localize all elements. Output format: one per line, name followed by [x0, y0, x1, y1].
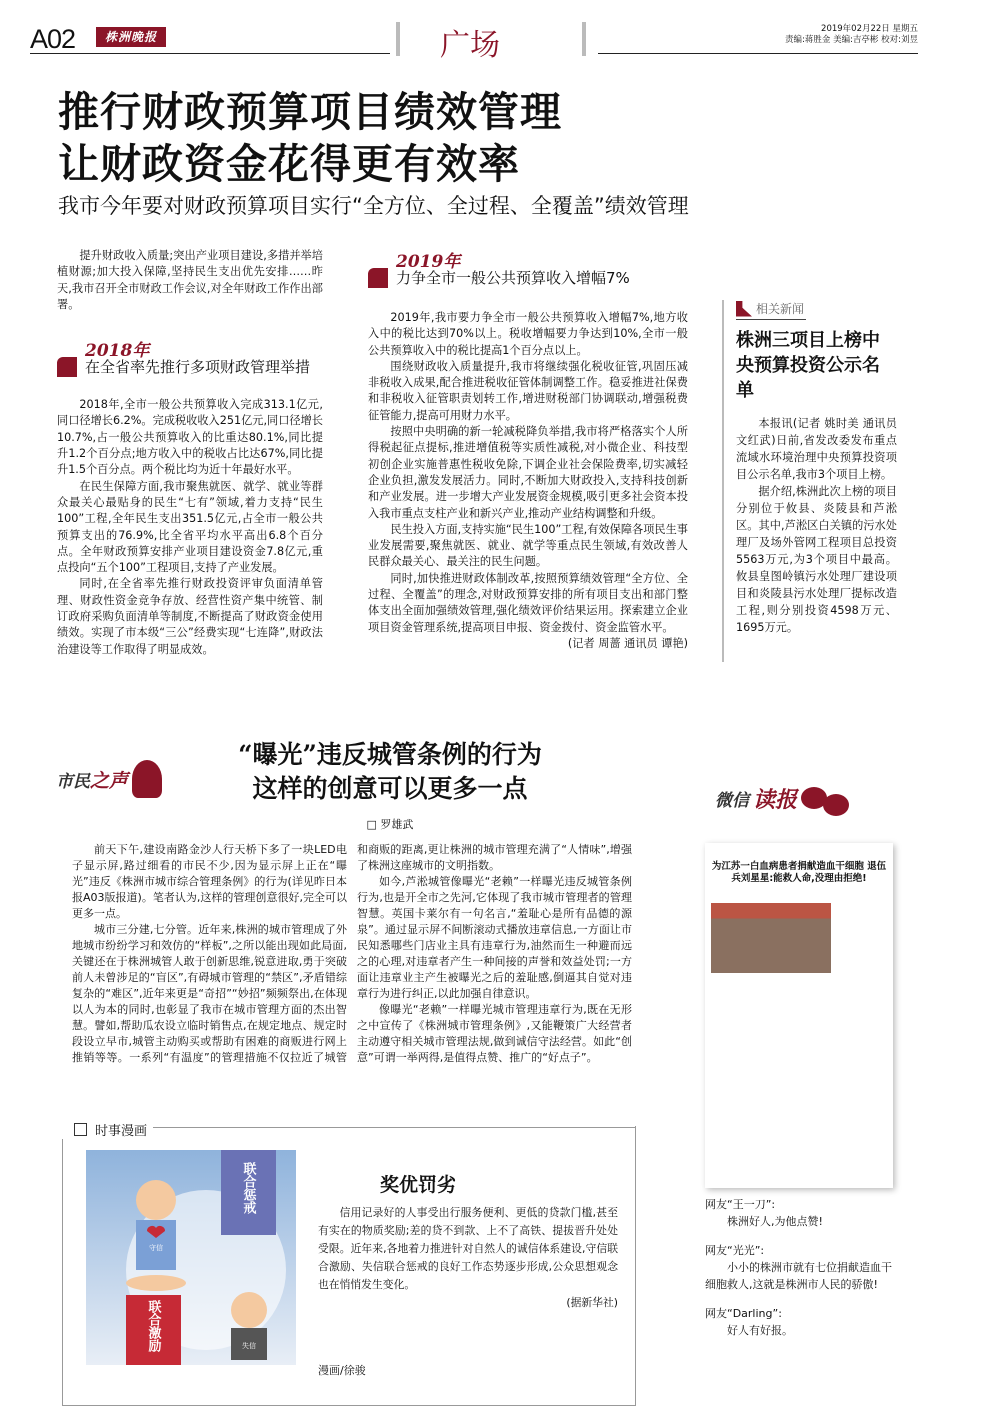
label-punish: 联合惩戒 [240, 1162, 256, 1214]
comment-text: 株洲好人,为他点赞! [727, 1215, 823, 1228]
logo-text: 之声 [90, 769, 129, 792]
logo-text: 读报 [753, 787, 798, 813]
red-square-icon [368, 268, 388, 288]
label-reward: 联合激励 [145, 1300, 161, 1352]
subheadline: 我市今年要对财政预算项目实行“全方位、全过程、全覆盖”绩效管理 [58, 194, 689, 218]
comic-column-head [62, 1120, 153, 1139]
sidebar-title: 株洲三项目上榜中央预算投资公示名单 [736, 330, 880, 401]
comment-text: 小小的株洲市就有七位捐献造血干细胞救人,这就是株洲市人民的骄傲! [705, 1261, 892, 1291]
year: 2018年 [85, 341, 150, 362]
comment [705, 1305, 895, 1339]
paragraph: 像曝光“老赖”一样曝光城市管理违章行为,既在无形之中宣传了《株洲城市管理条例》,又能鞭策广大经营者主动遵守相关城市管理法规,做到诚信守法经营。如此“创意”可谓一举两得,是值得点赞、推广的“好点子”。 [357, 1003, 632, 1064]
author: □ 罗雄武 [366, 818, 414, 831]
paragraph: 同时,在全省率先推行财政投资评审负面清单管理、财政性资金竞争存放、经营性资产集中统管、制订政府采购负面清单等制度,不断提高了财政资金使用绩效。实现了市本级“三公”经费实现“七连降”,财政法治建设等工作取得了明显成效。 [57, 577, 323, 656]
source: (据新华社) [566, 1296, 618, 1309]
year: 2019年 [396, 252, 461, 272]
paragraph: 按照中央明确的新一轮减税降负举措,我市将严格落实个人所得税起征点提标,推进增值税等实质性减税,对小微企业、科技型初创企业实施普惠性税收免除,下调企业社会保险费率,切实减轻企业负担,激发发展活力。同时,不断加大财政投入,支持科技创新和产业发展。进一步增大产业发展资金规模,吸引更多社会资本投入我市重点支柱产业和新兴产业,推动产业结构调整和升级。 [368, 425, 688, 520]
comment-text: 好人有好报。 [727, 1324, 793, 1337]
thumbnail-photo [711, 903, 831, 973]
opinion-headline [190, 738, 590, 806]
label-untrustworthy: 失信 [242, 1342, 256, 1350]
body-2018 [57, 397, 323, 658]
page-number: A02 [30, 24, 76, 54]
related-news-sidebar [722, 300, 897, 662]
label: 相关新闻 [756, 302, 805, 316]
paragraph: 2019年,我市要力争全市一般公共预算收入增幅7%,地方收入中的税比达到70%以上。税收增幅要力争达到10%,全市一般公共预算收入中的税比提高1个百分点以上。 [368, 311, 688, 357]
comment [705, 1242, 895, 1293]
microphone-hand-icon [132, 760, 162, 798]
label-trustworthy: 守信 [149, 1244, 163, 1252]
paragraph: 民生投入方面,支持实施“民生100”工程,有效保障各项民生事业发展需要,聚焦就医、就业、就学等重点民生领域,有效改善人民群众最关心、最关注的民生问题。 [368, 522, 688, 569]
body-2019 [368, 310, 688, 652]
headline: 推行财政预算项目绩效管理 [58, 88, 562, 136]
paragraph: 围绕财政收入质量提升,我市将继续强化税收征管,巩固压减非税收入成果,配合推进税收征管体制调整工作。稳妥推进社保费和非税收入征管职责划转工作,增进财税部门协调联动,增强税费征管能力,提高可用财力水平。 [368, 359, 688, 422]
arrow-icon [736, 301, 752, 317]
wechat-read-logo [715, 780, 849, 816]
comic-credit: 漫画/徐骏 [318, 1364, 366, 1377]
red-square-icon [57, 357, 77, 377]
comment-author: 网友“Darling”: [705, 1307, 782, 1320]
date: 2019年02月22日 星期五 [821, 24, 918, 34]
square-icon [74, 1123, 87, 1136]
paper-logo: 株洲晚报 [96, 27, 166, 47]
section-title: 在全省率先推行多项财政管理举措 [85, 358, 311, 377]
citizen-voice-logo [56, 760, 162, 798]
headline-line: “曝光”违反城管条例的行为 [238, 740, 542, 769]
paragraph: 在民生保障方面,我市聚焦就医、就学、就业等群众最关心最贴身的民生“七有”领域,着力支持“民生100”工程,全年民生支出351.5亿元,占全市一般公共预算支出的76.9%,比全省平均水平高出6.8个百分点。全年财政预算安排产业项目建设资金7.8亿元,重点投向“五个100”工程项目,支持了产业发展。 [57, 479, 323, 575]
header-rule [30, 53, 390, 54]
comic-text [318, 1204, 618, 1312]
page-thumbnail[interactable] [705, 843, 893, 1188]
middle-column [368, 254, 688, 652]
section-2018-heading [57, 343, 323, 377]
logo-text: 市民 [56, 771, 90, 792]
paragraph: 如今,芦淞城管像曝光“老赖”一样曝光违反城管条例行为,也是开全市之先河,它体现了我市城市管理者的管理智慧。英国卡莱尔有一句名言,“羞耻心是所有品德的源泉”。通过显示屏不间断滚动式播放违章信息,一方面让市民知悉哪些门店业主具有违章行为,油然而生一种避而远之的心理,对违章者产生一种间接的声誉和效益处罚;一方面让违章业主产生被曝光之后的羞耻感,倒逼其自觉对违章行为进行纠正,以此加强自律意识。 [357, 875, 632, 1000]
comic-illustration [86, 1150, 296, 1365]
byline: (记者 周蔷 通讯员 谭艳) [567, 636, 688, 650]
related-news-label [736, 300, 806, 320]
headline: 让财政资金花得更有效率 [58, 140, 520, 188]
thumbnail-headline: 为江苏一白血病患者捐献造血干细胞 退伍兵刘星星:能救人命,没理由拒绝! [711, 861, 887, 884]
opinion-body [72, 842, 632, 1066]
paragraph: 本报讯(记者 姚时美 通讯员 文红武)日前,省发改委发布重点流域水环境治理中央预算投资项目公示名单,我市3个项目上榜。 [736, 417, 897, 481]
wechat-icon [823, 794, 849, 816]
editors: 责编:蒋胜金 美编:吉亭彬 校对:刘昱 [785, 35, 918, 45]
paragraph: 前天下午,建设南路金沙人行天桥下多了一块LED电子显示屏,路过细看的市民不少,因为显示屏上正在“曝光”违反《株洲市城市综合管理条例》的行为(详见昨日本报A03版报道)。笔者认为,这样的管理创意很好,完全可以更多一点。 [72, 843, 347, 920]
divider [396, 22, 400, 56]
sidebar-body [736, 415, 897, 636]
column-label: 时事漫画 [95, 1124, 148, 1139]
paragraph: 同时,加快推进财政体制改革,按照预算绩效管理“全方位、全过程、全覆盖”的理念,对财政预算安排的所有项目支出和部门整体支出全面加强绩效管理,强化绩效评价结果运用。探索建立企业项目资金管理系统,提高项目申报、资金拨付、资金监管水平。 [368, 571, 688, 634]
section-2019-heading [368, 254, 688, 288]
comment-author: 网友“王一刀”: [705, 1198, 776, 1211]
paragraph: 信用记录好的人事受出行服务便利、更低的贷款门槛,甚至有实在的物质奖励;差的贷不到款、上不了高铁、提拔晋升处处受限。近年来,各地着力推进针对自然人的诚信体系建设,守信联合激励、失信联合惩戒的良好工作态势逐步形成,公众思想观念也在悄悄发生变化。 [318, 1206, 618, 1291]
headline-line: 这样的创意可以更多一点 [252, 774, 528, 803]
section-title: 力争全市一般公共预算收入增幅7% [396, 269, 630, 288]
netizen-comments [705, 1196, 895, 1339]
header-rule [598, 53, 918, 54]
left-column [57, 248, 323, 658]
comment-author: 网友“光光”: [705, 1244, 765, 1257]
logo-text: 微信 [715, 790, 749, 811]
intro: 提升财政收入质量;突出产业项目建设,多措并举培植财源;加大投入保障,坚持民生支出优先安排……昨天,我市召开全市财政工作会议,对全年财政工作作出部署。 [57, 249, 323, 311]
paragraph: 城市三分建,七分管。近年来,株洲的城市管理成了外地城市纷纷学习和效仿的“样板”,之所以能出现如此局面,关键还在于株洲城管人敢于创新思维,锐意进取,勇于突破前人未曾涉足的“盲区”,有碍城市管理的“禁区”,矛盾错综复杂的“难区”,近年来更是“奇招”“妙招”频频祭出,在体现以人为本的同时,也彰显了我市在城市管理方面的杰出智慧。譬如,帮助瓜农设立临时销售点,在规定地点、规定时段设立早市,城管主动购买或帮助有困难的商贩进行网上推销等等。一系列“有温度”的管理措施不仅拉近了城管和商贩的距离,更让株洲的城市管理充满了“人情味”,增强了株洲这座城市的文明指数。 [72, 843, 632, 1064]
divider [582, 22, 586, 56]
comic-title: 奖优罚劣 [380, 1174, 457, 1196]
section-title: 广场 [440, 28, 500, 63]
date-info [700, 24, 918, 46]
paragraph: 据介绍,株洲此次上榜的项目分别位于攸县、炎陵县和芦淞区。其中,芦淞区白关镇的污水处理厂及场外管网工程项目总投资5563万元,为3个项目中最高。攸县皇图岭镇污水处理厂建设项目和炎陵县污水处理厂提标改造工程,则分别投资4598万元、1695万元。 [736, 485, 897, 634]
comment [705, 1196, 895, 1230]
paragraph: 2018年,全市一般公共预算收入完成313.1亿元,同口径增长6.2%。完成税收收入251亿元,同口径增长10.7%,占一般公共预算收入的比重达80.1%,同比提升1.2个百分点;地方收入中的税收占比达67%,同比提升1.5个百分点。两个税比均为近十年最好水平。 [57, 398, 323, 477]
